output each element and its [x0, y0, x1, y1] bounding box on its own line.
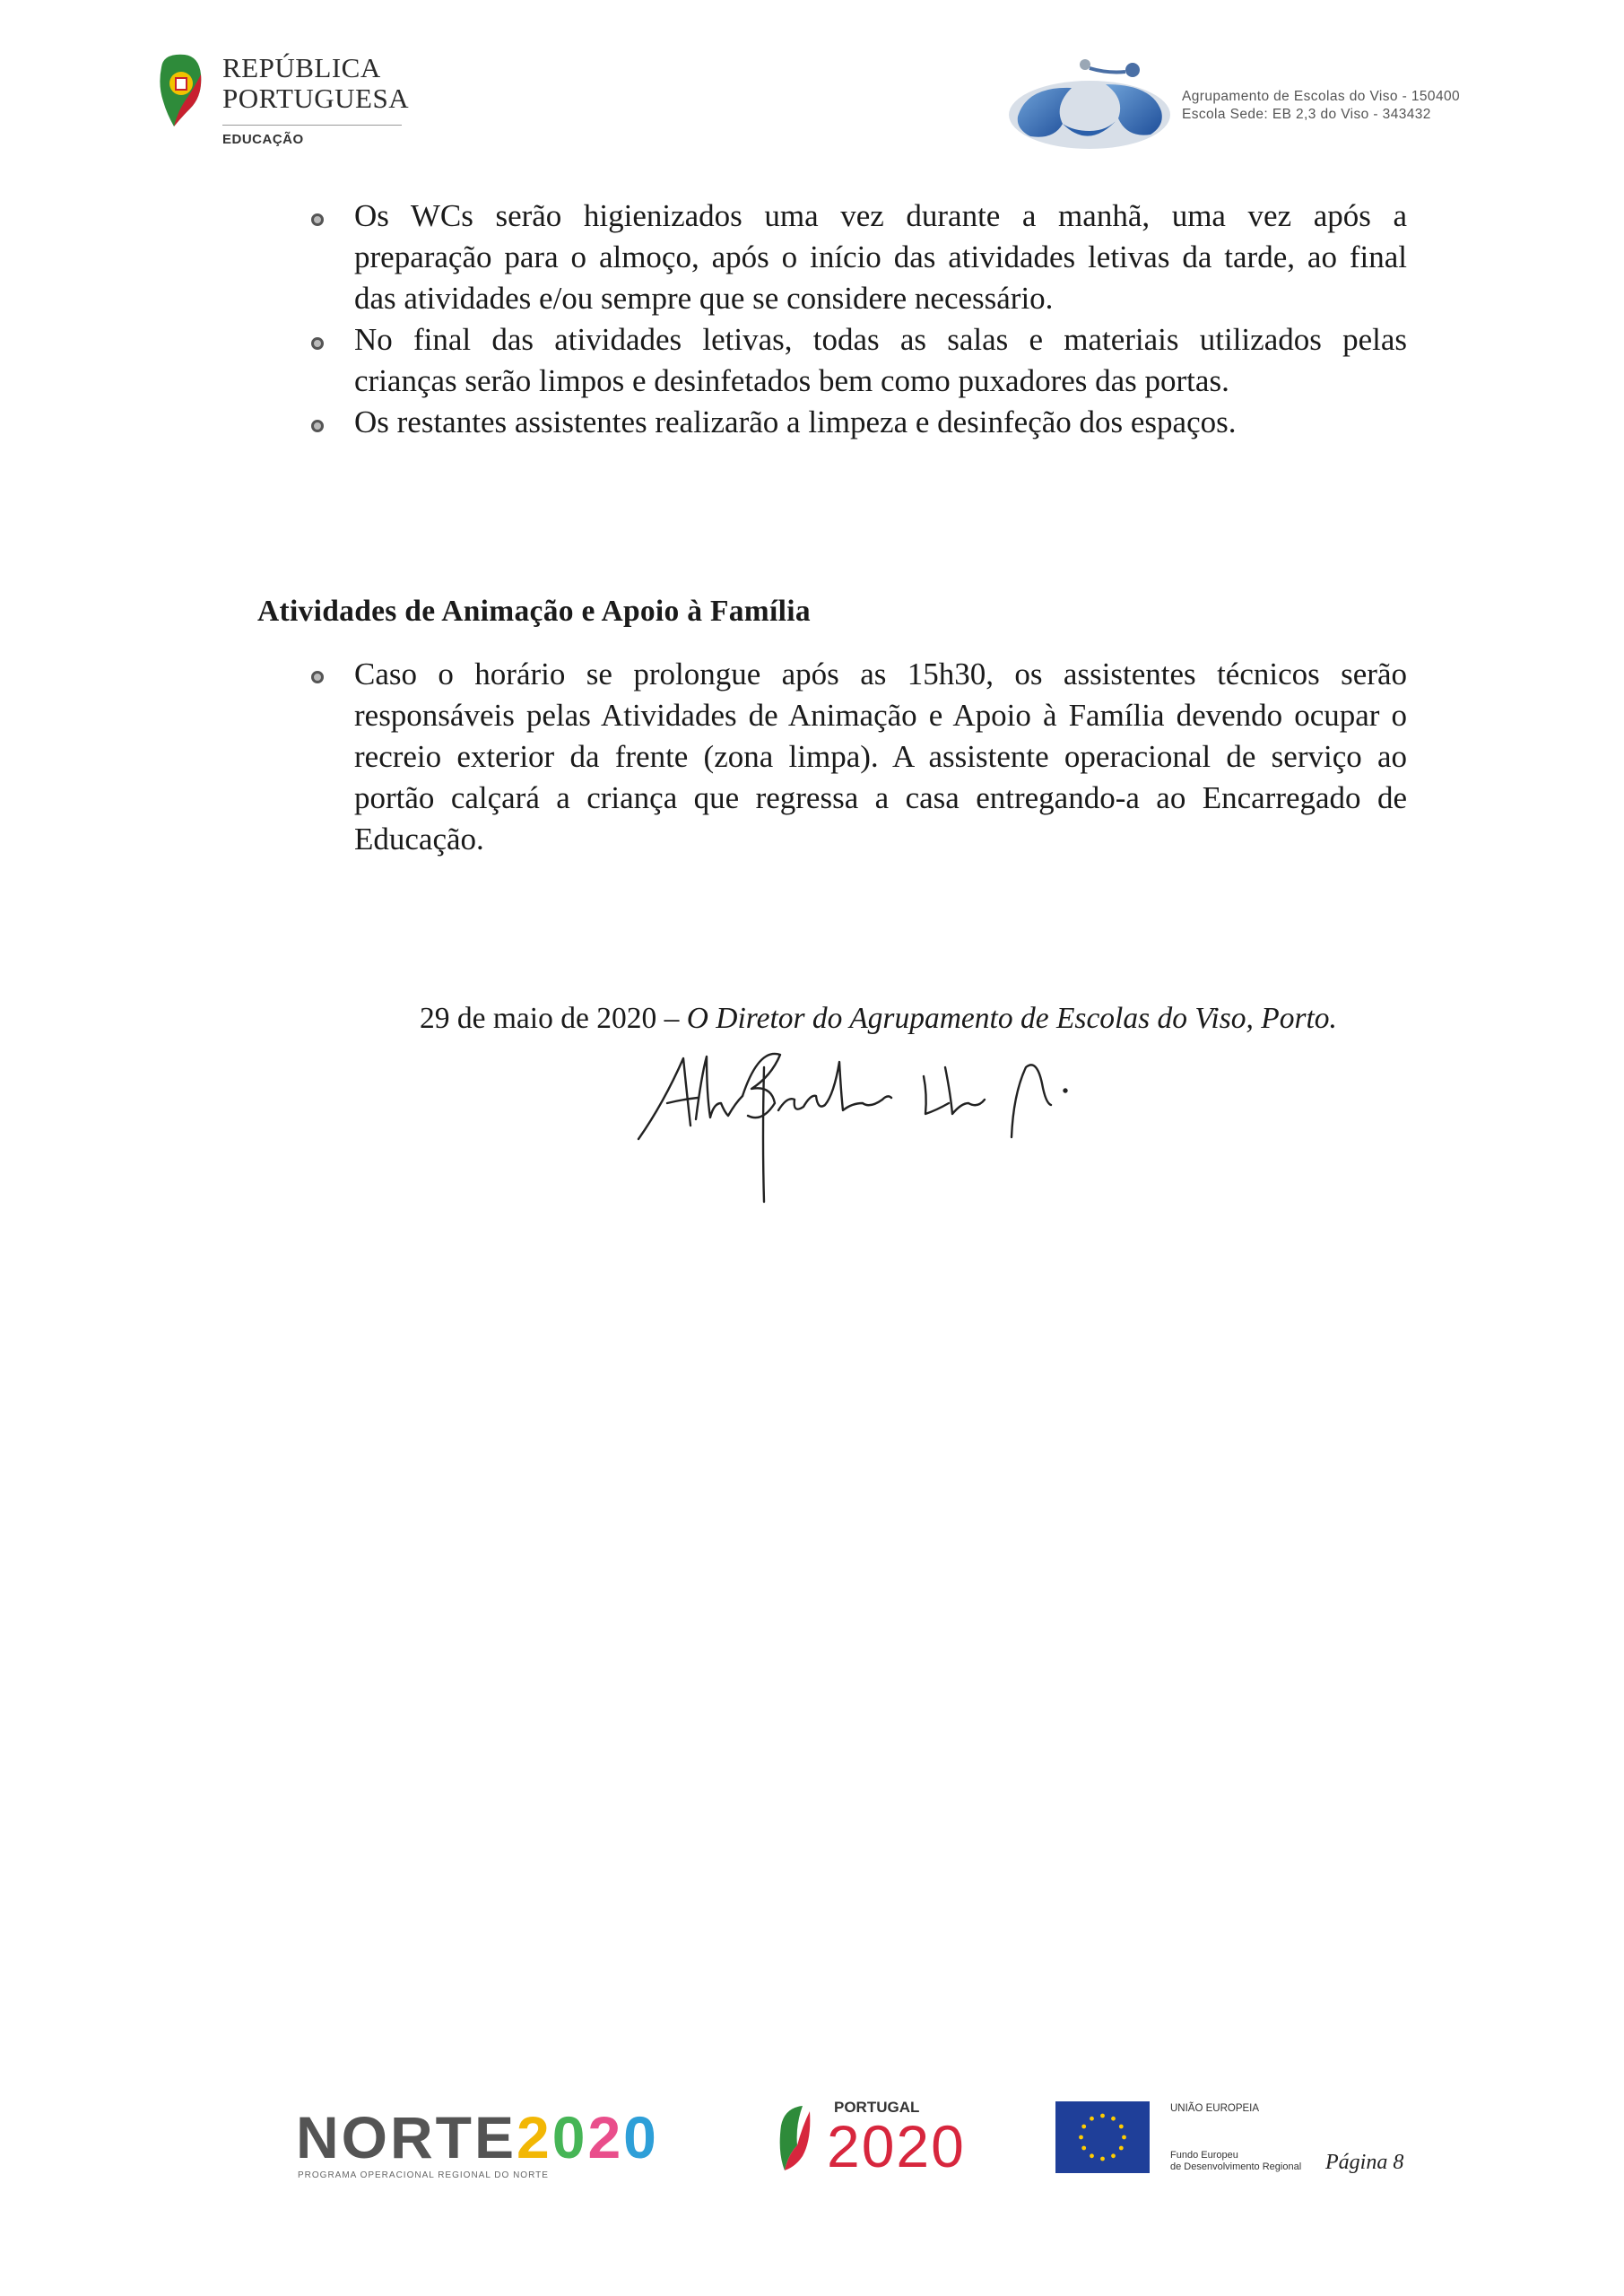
school-info	[1182, 88, 1460, 124]
portugal2020-emblem-icon	[776, 2099, 812, 2179]
portugal2020-label: PORTUGAL	[834, 2099, 920, 2116]
norte2020-subtitle: PROGRAMA OPERACIONAL REGIONAL DO NORTE	[298, 2170, 549, 2180]
paragraph-line: Caso o horário se prolongue após as 15h30, os assistentes técnicos serão	[354, 657, 1407, 691]
norte-wordmark-part: 0	[551, 2104, 588, 2170]
list-item	[354, 196, 1407, 319]
government-name-line2: PORTUGUESA	[222, 83, 410, 114]
eu-title: UNIÃO EUROPEIA	[1170, 2103, 1260, 2114]
bullet-icon	[311, 213, 324, 226]
list-item-line: Os restantes assistentes realizarão a limpeza e desinfeção dos espaços.	[354, 404, 1237, 439]
section-heading: Atividades de Animação e Apoio à Família	[257, 595, 811, 628]
norte-wordmark-part: 0	[623, 2104, 659, 2170]
eu-flag-icon	[1055, 2101, 1150, 2173]
closing-signatory: O Diretor do Agrupamento de Escolas do Viso, Porto.	[686, 1002, 1337, 1035]
list-item-line: Os WCs serão higienizados uma vez durante a manhã, uma vez após a	[354, 198, 1407, 233]
header-divider	[222, 125, 402, 126]
government-header	[154, 49, 423, 157]
government-name-line1: REPÚBLICA	[222, 52, 381, 83]
list-item-line: preparação para o almoço, após o início das atividades letivas da tarde, ao final	[354, 239, 1407, 274]
norte-wordmark-part: TE	[435, 2104, 517, 2170]
paragraph-line: recreio exterior da frente (zona limpa). A assistente operacional de serviço ao	[354, 739, 1407, 774]
bullet-icon	[311, 671, 324, 683]
page-number: Página 8	[1325, 2151, 1404, 2174]
list-item-line: No final das atividades letivas, todas as salas e materiais utilizados pelas	[354, 322, 1407, 357]
school-info-line2: Escola Sede: EB 2,3 do Viso - 343432	[1182, 107, 1431, 122]
footer	[287, 2085, 1453, 2193]
norte-wordmark-part: 2	[587, 2104, 624, 2170]
paragraph-line: portão calçará a criança que regressa a casa entregando-a ao Encarregado de	[354, 780, 1407, 815]
closing-date: 29 de maio de 2020 –	[420, 1002, 680, 1035]
norte2020-logo	[296, 2103, 659, 2171]
handwritten-signature	[628, 1040, 1166, 1211]
paragraph-line: responsáveis pelas Atividades de Animação e Apoio à Família devendo ocupar o	[354, 698, 1407, 733]
eu-fund-line2: de Desenvolvimento Regional	[1170, 2161, 1302, 2172]
norte-wordmark-part: NOR	[296, 2104, 436, 2170]
school-info-line1: Agrupamento de Escolas do Viso - 150400	[1182, 89, 1461, 104]
government-name	[222, 53, 409, 114]
portuguese-republic-emblem-icon	[154, 49, 208, 130]
school-logo-icon	[1000, 52, 1179, 169]
list-item-line: das atividades e/ou sempre que se considere necessário.	[354, 281, 1054, 316]
norte-wordmark-part: 2	[517, 2104, 552, 2170]
closing-line	[420, 999, 1337, 1039]
portugal2020-year: 2020	[827, 2113, 966, 2179]
bullet-icon	[311, 420, 324, 432]
bullet-icon	[311, 337, 324, 350]
eu-fund-line1: Fundo Europeu	[1170, 2150, 1238, 2161]
list-item	[354, 319, 1407, 402]
section-paragraph	[354, 654, 1407, 860]
list-item-line: crianças serão limpos e desinfetados bem como puxadores das portas.	[354, 363, 1229, 398]
government-department: EDUCAÇÃO	[222, 132, 304, 147]
eu-fund-name	[1170, 2150, 1301, 2173]
list-item	[354, 402, 1407, 443]
paragraph-line: Educação.	[354, 822, 484, 857]
